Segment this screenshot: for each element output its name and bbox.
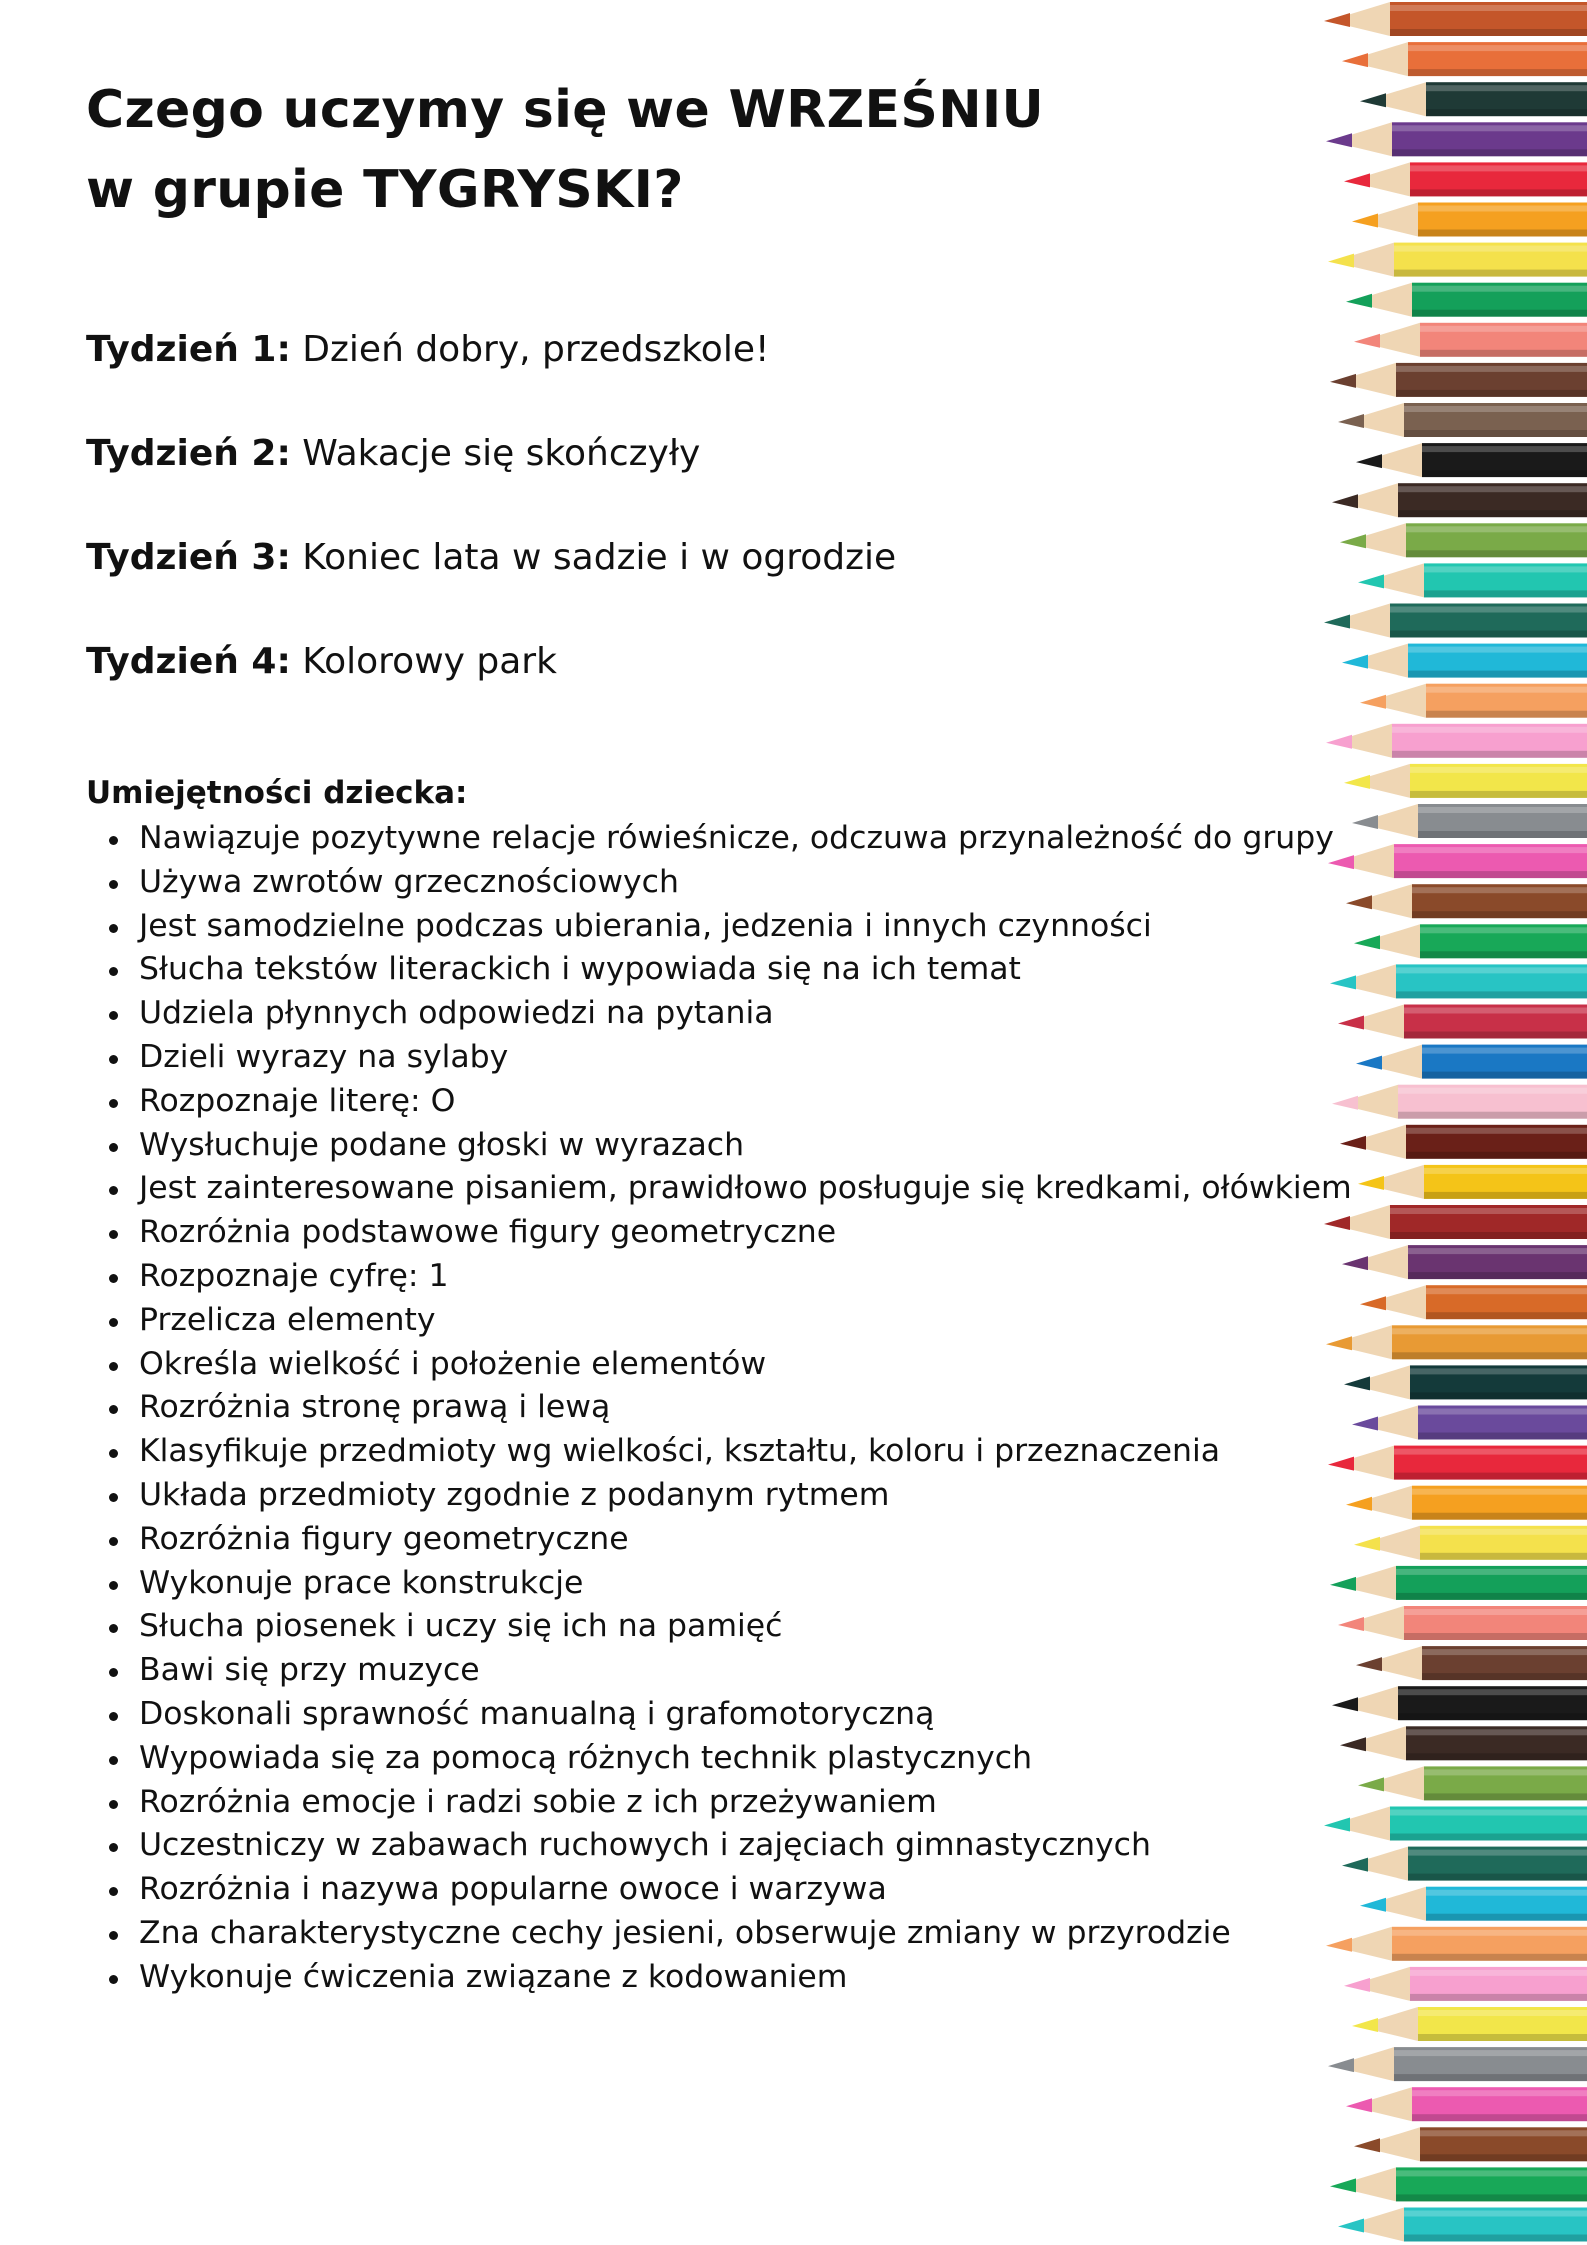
pencil-shadow — [1396, 2194, 1587, 2201]
pencil-shadow — [1418, 831, 1587, 838]
pencil-shadow — [1396, 390, 1587, 397]
list-item: Słucha piosenek i uczy się ich na pamięć — [139, 1605, 1316, 1649]
pencil-highlight — [1408, 1248, 1587, 1254]
page-title — [86, 70, 1316, 230]
pencil-highlight — [1394, 1449, 1587, 1455]
pencil-tip — [1338, 1016, 1364, 1030]
pencil-tip — [1356, 454, 1382, 468]
pencil — [1328, 1446, 1587, 1480]
pencil-highlight — [1398, 486, 1587, 492]
pencil-shadow — [1392, 149, 1587, 156]
pencil-tip — [1360, 93, 1386, 107]
pencil-highlight — [1420, 2130, 1587, 2136]
pencils-image — [1310, 0, 1587, 2245]
pencil-highlight — [1412, 887, 1587, 893]
pencil-tip — [1324, 615, 1350, 629]
pencil — [1360, 1887, 1587, 1921]
pencil — [1356, 1045, 1587, 1079]
pencil-shadow — [1398, 1713, 1587, 1720]
pencil — [1330, 363, 1587, 397]
pencil — [1346, 283, 1587, 317]
pencil-highlight — [1422, 446, 1587, 452]
pencil-highlight — [1408, 1850, 1587, 1856]
list-item: Rozróżnia emocje i radzi sobie z ich przeżywaniem — [139, 1781, 1316, 1825]
pencil — [1342, 1847, 1587, 1881]
pencil-shadow — [1392, 751, 1587, 758]
pencil-tip — [1324, 13, 1350, 27]
pencil-tip — [1332, 494, 1358, 508]
pencil-highlight — [1394, 246, 1587, 252]
pencil — [1328, 844, 1587, 878]
pencil-shadow — [1398, 510, 1587, 517]
skills-heading: Umiejętności dziecka: — [86, 775, 468, 811]
pencil-highlight — [1396, 366, 1587, 372]
pencil-tip — [1354, 2138, 1380, 2152]
pencil-shadow — [1390, 1232, 1587, 1239]
pencil-tip — [1328, 2058, 1354, 2072]
pencil-shadow — [1408, 1272, 1587, 1279]
pencil-highlight — [1404, 2211, 1587, 2217]
title-line-2: w grupie TYGRYSKI? — [86, 160, 684, 220]
pencil-tip — [1338, 414, 1364, 428]
pencil-tip — [1328, 254, 1354, 268]
pencil-tip — [1328, 855, 1354, 869]
pencil-highlight — [1420, 326, 1587, 332]
pencil-shadow — [1422, 1673, 1587, 1680]
list-item: Doskonali sprawność manualną i grafomotoryczną — [139, 1693, 1316, 1737]
pencil-tip — [1344, 775, 1370, 789]
pencil-highlight — [1394, 2050, 1587, 2056]
pencil-tip — [1360, 1296, 1386, 1310]
pencil-highlight — [1410, 1368, 1587, 1374]
pencil-tip — [1332, 1697, 1358, 1711]
weeks-list — [86, 328, 1316, 684]
list-item: Wysłuchuje podane głoski w wyrazach — [139, 1124, 1316, 1168]
pencil-tip — [1326, 1938, 1352, 1952]
pencil — [1332, 1686, 1587, 1720]
week-item — [86, 640, 1316, 684]
pencil-highlight — [1392, 727, 1587, 733]
pencil — [1338, 403, 1587, 437]
pencil-highlight — [1426, 1288, 1587, 1294]
pencil-highlight — [1424, 1769, 1587, 1775]
list-item: Wypowiada się za pomocą różnych technik plastycznych — [139, 1737, 1316, 1781]
pencil-tip — [1328, 1457, 1354, 1471]
pencil-highlight — [1410, 165, 1587, 171]
pencil-shadow — [1406, 1152, 1587, 1159]
pencil-highlight — [1418, 1409, 1587, 1415]
pencil-shadow — [1408, 69, 1587, 76]
list-item: Wykonuje ćwiczenia związane z kodowaniem — [139, 1956, 1316, 2000]
pencil — [1324, 1205, 1587, 1239]
pencil-shadow — [1426, 1312, 1587, 1319]
pencil — [1330, 964, 1587, 998]
list-item: Wykonuje prace konstrukcje — [139, 1562, 1316, 1606]
pencil — [1356, 1646, 1587, 1680]
pencil-tip — [1326, 735, 1352, 749]
pencil-shadow — [1394, 270, 1587, 277]
pencil — [1346, 1486, 1587, 1520]
pencil-highlight — [1422, 1048, 1587, 1054]
pencil-highlight — [1396, 1569, 1587, 1575]
pencil-tip — [1358, 1176, 1384, 1190]
pencil-highlight — [1422, 1649, 1587, 1655]
pencil — [1324, 2, 1587, 36]
week-label: Tydzień 4: — [86, 641, 291, 682]
pencil-highlight — [1392, 1328, 1587, 1334]
pencil-shadow — [1422, 1072, 1587, 1079]
pencil-highlight — [1412, 1489, 1587, 1495]
week-label: Tydzień 3: — [86, 537, 291, 578]
pencil-highlight — [1390, 1810, 1587, 1816]
pencil — [1342, 1245, 1587, 1279]
week-item — [86, 328, 1316, 372]
pencil-shadow — [1420, 2154, 1587, 2161]
pencil-highlight — [1426, 1890, 1587, 1896]
pencil — [1358, 1165, 1587, 1199]
pencil-highlight — [1408, 647, 1587, 653]
list-item: Rozróżnia podstawowe figury geometryczne — [139, 1211, 1316, 1255]
pencil-shadow — [1390, 631, 1587, 638]
pencil-highlight — [1406, 526, 1587, 532]
pencil-tip — [1344, 173, 1370, 187]
pencil-shadow — [1420, 951, 1587, 958]
pencil-highlight — [1424, 566, 1587, 572]
pencil-shadow — [1394, 871, 1587, 878]
pencil-highlight — [1426, 85, 1587, 91]
pencil-shadow — [1404, 2235, 1587, 2242]
pencil-tip — [1360, 695, 1386, 709]
pencil-tip — [1326, 1336, 1352, 1350]
week-label: Tydzień 1: — [86, 329, 291, 370]
pencil-shadow — [1426, 109, 1587, 116]
pencil — [1358, 1766, 1587, 1800]
pencil-tip — [1338, 2219, 1364, 2233]
pencil — [1344, 162, 1587, 196]
pencil — [1354, 924, 1587, 958]
pencil-highlight — [1404, 406, 1587, 412]
title-line-1: Czego uczymy się we WRZEŚNIU — [86, 80, 1045, 140]
pencil — [1328, 2047, 1587, 2081]
list-item: Rozróżnia stronę prawą i lewą — [139, 1386, 1316, 1430]
skills-list — [86, 817, 1352, 2000]
pencil-tip — [1324, 1818, 1350, 1832]
pencil-tip — [1346, 2098, 1372, 2112]
pencil-shadow — [1424, 1192, 1587, 1199]
pencil-highlight — [1412, 2090, 1587, 2096]
pencil-tip — [1340, 1737, 1366, 1751]
week-topic: Dzień dobry, przedszkole! — [302, 329, 770, 370]
pencil-shadow — [1410, 1994, 1587, 2001]
pencil-shadow — [1410, 1392, 1587, 1399]
week-label: Tydzień 2: — [86, 433, 291, 474]
pencil-shadow — [1412, 1513, 1587, 1520]
pencil — [1342, 644, 1587, 678]
week-item — [86, 432, 1316, 476]
pencil-shadow — [1418, 1433, 1587, 1440]
pencil — [1326, 122, 1587, 156]
pencil — [1352, 1406, 1587, 1440]
pencil-highlight — [1418, 206, 1587, 212]
pencil — [1344, 1967, 1587, 2001]
pencil-shadow — [1396, 991, 1587, 998]
pencil-highlight — [1392, 1930, 1587, 1936]
pencil-tip — [1330, 2178, 1356, 2192]
list-item: Rozpoznaje literę: O — [139, 1080, 1316, 1124]
pencil-tip — [1358, 1777, 1384, 1791]
pencil-tip — [1346, 895, 1372, 909]
pencil — [1326, 1927, 1587, 1961]
pencil — [1330, 1566, 1587, 1600]
pencil-tip — [1340, 534, 1366, 548]
pencil-highlight — [1426, 687, 1587, 693]
pencil — [1330, 2167, 1587, 2201]
pencil-tip — [1354, 1537, 1380, 1551]
pencil-highlight — [1418, 807, 1587, 813]
pencil-shadow — [1420, 1553, 1587, 1560]
pencil-tip — [1352, 1417, 1378, 1431]
list-item: Klasyfikuje przedmioty wg wielkości, kształtu, koloru i przeznaczenia — [139, 1430, 1316, 1474]
list-item: Jest zainteresowane pisaniem, prawidłowo posługuje się kredkami, ołówkiem — [139, 1167, 1316, 1211]
list-item: Bawi się przy muzyce — [139, 1649, 1316, 1693]
pencil-highlight — [1406, 1729, 1587, 1735]
pencil-shadow — [1408, 671, 1587, 678]
pencil-shadow — [1424, 1793, 1587, 1800]
week-topic: Koniec lata w sadzie i w ogrodzie — [302, 537, 897, 578]
pencil-tip — [1342, 1256, 1368, 1270]
pencil-highlight — [1410, 767, 1587, 773]
pencil-shadow — [1408, 1874, 1587, 1881]
pencil-shadow — [1410, 791, 1587, 798]
pencil — [1326, 1325, 1587, 1359]
pencil-tip — [1346, 294, 1372, 308]
pencil-shadow — [1420, 350, 1587, 357]
pencil-tip — [1332, 1096, 1358, 1110]
pencil — [1340, 1726, 1587, 1760]
pencil — [1338, 1606, 1587, 1640]
pencil — [1360, 82, 1587, 116]
pencil-highlight — [1396, 2170, 1587, 2176]
pencil-highlight — [1404, 1609, 1587, 1615]
pencil-tip — [1330, 374, 1356, 388]
pencil-shadow — [1422, 470, 1587, 477]
week-item — [86, 536, 1316, 580]
pencil — [1346, 2087, 1587, 2121]
list-item: Rozróżnia i nazywa popularne owoce i warzywa — [139, 1868, 1316, 1912]
pencil — [1354, 2127, 1587, 2161]
list-item: Określa wielkość i położenie elementów — [139, 1343, 1316, 1387]
pencil-shadow — [1392, 1352, 1587, 1359]
document-content — [86, 70, 1352, 2000]
pencil — [1346, 884, 1587, 918]
pencil-highlight — [1392, 125, 1587, 131]
pencil-tip — [1358, 574, 1384, 588]
pencil-tip — [1346, 1497, 1372, 1511]
pencil — [1354, 323, 1587, 357]
pencil-tip — [1352, 214, 1378, 228]
pencil-shadow — [1404, 1032, 1587, 1039]
pencil — [1342, 42, 1587, 76]
pencil-shadow — [1390, 29, 1587, 36]
pencil-shadow — [1406, 1753, 1587, 1760]
pencil-tip — [1352, 815, 1378, 829]
pencil-highlight — [1412, 286, 1587, 292]
pencil-shadow — [1396, 1593, 1587, 1600]
pencil — [1324, 604, 1587, 638]
pencil-shadow — [1424, 590, 1587, 597]
pencil-highlight — [1390, 5, 1587, 11]
pencil — [1340, 523, 1587, 557]
list-item: Układa przedmioty zgodnie z podanym rytmem — [139, 1474, 1316, 1518]
pencil-highlight — [1410, 1970, 1587, 1976]
pencil-highlight — [1418, 2010, 1587, 2016]
pencil-shadow — [1418, 230, 1587, 237]
pencil-tip — [1338, 1617, 1364, 1631]
list-item: Rozróżnia figury geometryczne — [139, 1518, 1316, 1562]
pencil-highlight — [1408, 45, 1587, 51]
week-topic: Wakacje się skończyły — [302, 433, 701, 474]
pencil-tip — [1354, 935, 1380, 949]
pencil — [1338, 2208, 1587, 2242]
list-item: Dzieli wyrazy na sylaby — [139, 1036, 1316, 1080]
pencil — [1344, 764, 1587, 798]
pencil-tip — [1344, 1978, 1370, 1992]
pencil-shadow — [1426, 1914, 1587, 1921]
pencil — [1358, 563, 1587, 597]
pencil-tip — [1360, 1898, 1386, 1912]
list-item: Uczestniczy w zabawach ruchowych i zajęciach gimnastycznych — [139, 1824, 1316, 1868]
pencil-shadow — [1412, 2114, 1587, 2121]
list-item: Udziela płynnych odpowiedzi na pytania — [139, 992, 1316, 1036]
pencil — [1326, 724, 1587, 758]
pencil-highlight — [1390, 1208, 1587, 1214]
pencil-shadow — [1418, 2034, 1587, 2041]
pencil-highlight — [1406, 1128, 1587, 1134]
pencil — [1352, 203, 1587, 237]
list-item: Słucha tekstów literackich i wypowiada się na ich temat — [139, 948, 1316, 992]
pencil — [1354, 1526, 1587, 1560]
pencil-tip — [1352, 2018, 1378, 2032]
pencil-shadow — [1406, 550, 1587, 557]
pencil-tip — [1330, 1577, 1356, 1591]
pencil — [1344, 1365, 1587, 1399]
pencil-shadow — [1404, 430, 1587, 437]
pencil-shadow — [1412, 310, 1587, 317]
list-item: Rozpoznaje cyfrę: 1 — [139, 1255, 1316, 1299]
pencil — [1360, 684, 1587, 718]
pencil — [1360, 1285, 1587, 1319]
pencil-highlight — [1398, 1088, 1587, 1094]
pencil-highlight — [1390, 607, 1587, 613]
pencil-tip — [1342, 655, 1368, 669]
pencil — [1352, 2007, 1587, 2041]
pencil-shadow — [1390, 1834, 1587, 1841]
pencil — [1332, 483, 1587, 517]
pencil-highlight — [1394, 847, 1587, 853]
pencil-tip — [1356, 1056, 1382, 1070]
pencil-shadow — [1394, 1473, 1587, 1480]
pencil-tip — [1340, 1136, 1366, 1150]
list-item: Zna charakterystyczne cechy jesieni, obserwuje zmiany w przyrodzie — [139, 1912, 1316, 1956]
pencil-highlight — [1404, 1008, 1587, 1014]
pencil-shadow — [1426, 711, 1587, 718]
list-item: Przelicza elementy — [139, 1299, 1316, 1343]
pencil-tip — [1330, 975, 1356, 989]
pencil-highlight — [1398, 1689, 1587, 1695]
pencil — [1340, 1125, 1587, 1159]
pencil-highlight — [1420, 1529, 1587, 1535]
pencil — [1328, 243, 1587, 277]
pencil-shadow — [1412, 911, 1587, 918]
colored-pencils-decoration — [1310, 0, 1587, 2245]
pencil — [1352, 804, 1587, 838]
pencil — [1356, 443, 1587, 477]
pencil — [1332, 1085, 1587, 1119]
pencil-tip — [1354, 334, 1380, 348]
week-topic: Kolorowy park — [302, 641, 557, 682]
pencil — [1338, 1005, 1587, 1039]
pencil-highlight — [1396, 967, 1587, 973]
pencil-shadow — [1394, 2074, 1587, 2081]
pencil — [1324, 1807, 1587, 1841]
list-item: Używa zwrotów grzecznościowych — [139, 861, 1316, 905]
pencil-tip — [1324, 1216, 1350, 1230]
list-item: Nawiązuje pozytywne relacje rówieśnicze, odczuwa przynależność do grupy — [139, 817, 1316, 861]
pencil-tip — [1344, 1376, 1370, 1390]
pencil-tip — [1356, 1657, 1382, 1671]
pencil-highlight — [1424, 1168, 1587, 1174]
pencil-shadow — [1404, 1633, 1587, 1640]
pencil-tip — [1342, 1858, 1368, 1872]
list-item: Jest samodzielne podczas ubierania, jedzenia i innych czynności — [139, 905, 1316, 949]
pencil-shadow — [1392, 1954, 1587, 1961]
pencil-shadow — [1398, 1112, 1587, 1119]
pencil-highlight — [1420, 927, 1587, 933]
pencil-tip — [1326, 133, 1352, 147]
pencil-shadow — [1410, 189, 1587, 196]
pencil-tip — [1342, 53, 1368, 67]
